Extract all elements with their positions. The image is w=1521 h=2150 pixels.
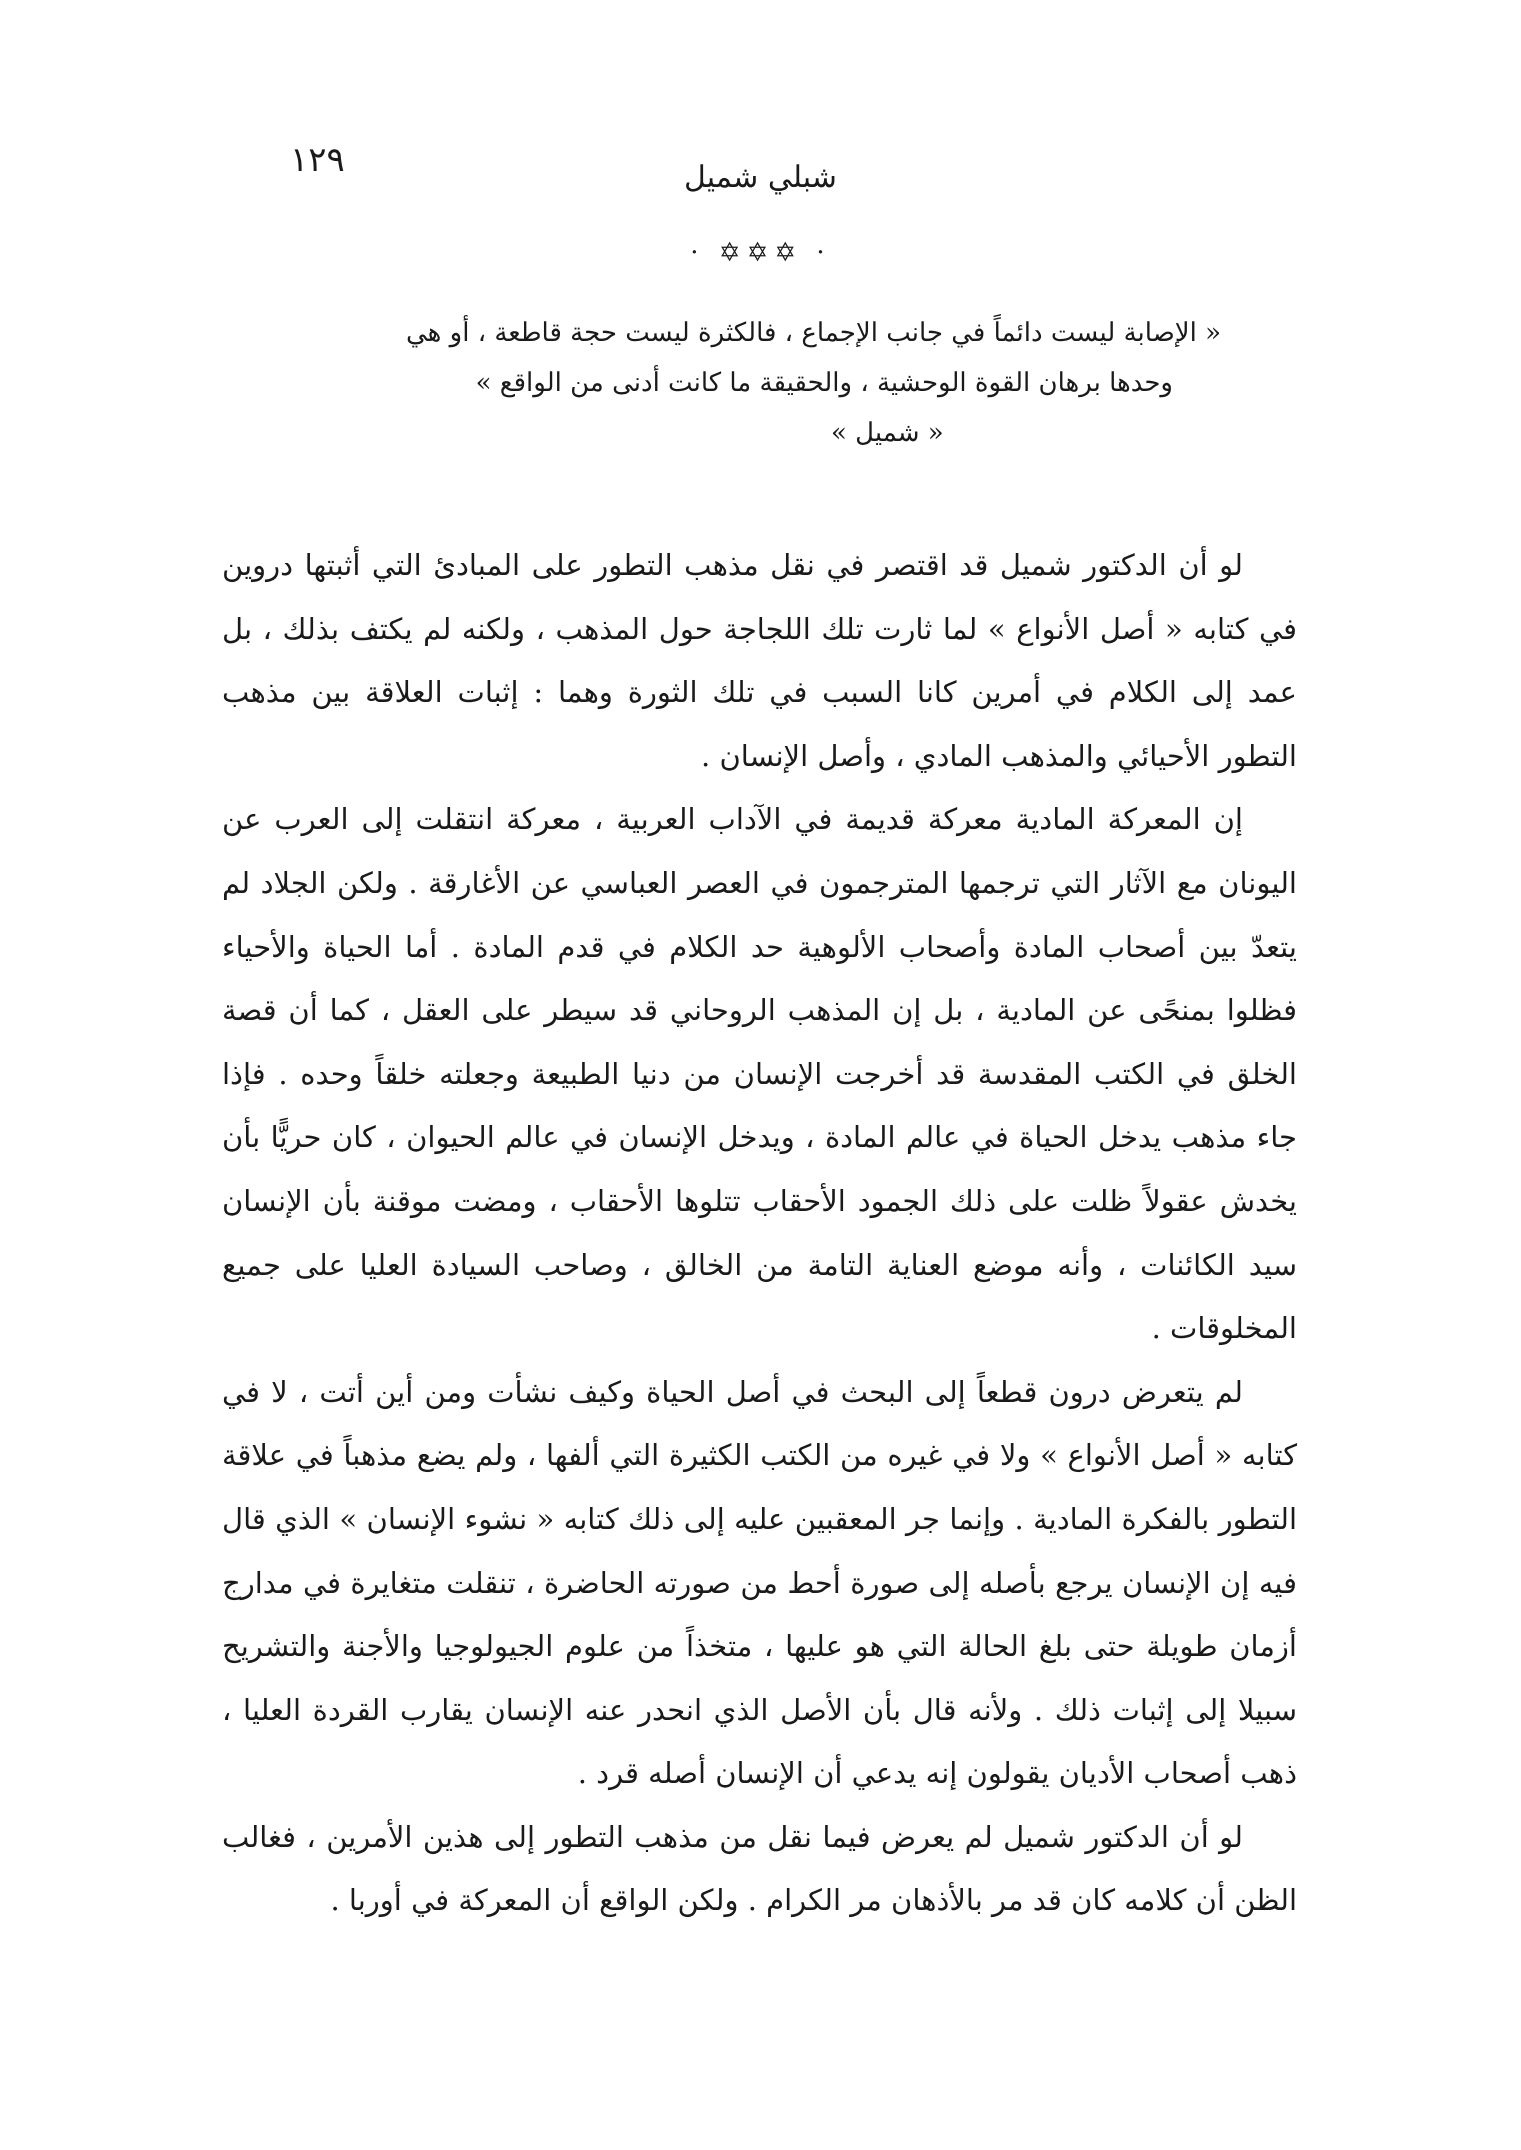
running-title: شبلي شميل	[684, 160, 837, 195]
page-number: ١٢٩	[290, 140, 345, 180]
body-text	[222, 534, 1297, 1933]
page-header	[210, 140, 1311, 200]
epigraph-line: « الإصابة ليست دائماً في جانب الإجماع ، فالكثرة ليست حجة قاطعة ، أو هي	[406, 318, 1221, 348]
epigraph-line: وحدها برهان القوة الوحشية ، والحقيقة ما كانت أدنى من الواقع »	[475, 368, 1173, 398]
epigraph-signature: « شميل »	[831, 418, 944, 448]
paragraph: إن المعركة المادية معركة قديمة في الآداب العربية ، معركة انتقلت إلى العرب عن اليونان مع الآثار التي ترجمها المترجمون في العصر العباسي عن الأغارقة . ولكن الجلاد لم يتعدّ بين أصحاب المادة وأصحاب الألوهية حد الكلام في قدم المادة . أما الحياة والأحياء فظلوا بمنحًى عن المادية ، بل إن المذهب الروحاني قد سيطر على العقل ، كما أن قصة الخلق في الكتب المقدسة قد أخرجت الإنسان من دنيا الطبيعة وجعلته خلقاً وحده . فإذا جاء مذهب يدخل الحياة في عالم المادة ، ويدخل الإنسان في عالم الحيوان ، كان حريًّا بأن يخدش عقولاً ظلت على ذلك الجمود الأحقاب تتلوها الأحقاب ، ومضت موقنة بأن الإنسان سيد الكائنات ، وأنه موضع العناية التامة من الخالق ، وصاحب السيادة العليا على جميع المخلوقات .	[222, 802, 1297, 1346]
paragraph: لو أن الدكتور شميل قد اقتصر في نقل مذهب التطور على المبادئ التي أثبتها دروين في كتابه « أصل الأنواع » لما ثارت تلك اللجاجة حول المذهب ، ولكنه لم يكتف بذلك ، بل عمد إلى الكلام في أمرين كانا السبب في تلك الثورة وهما : إثبات العلاقة بين مذهب التطور الأحيائي والمذهب المادي ، وأصل الإنسان .	[222, 548, 1297, 773]
paragraph: لو أن الدكتور شميل لم يعرض فيما نقل من مذهب التطور إلى هذين الأمرين ، فغالب الظن أن كلامه كان قد مر بالأذهان مر الكرام . ولكن الواقع أن المعركة في أوربا .	[222, 1819, 1297, 1918]
epigraph-quote	[321, 308, 1221, 458]
paragraph: لم يتعرض درون قطعاً إلى البحث في أصل الحياة وكيف نشأت ومن أين أتت ، لا في كتابه « أصل الأنواع » ولا في غيره من الكتب الكثيرة التي ألفها ، ولم يضع مذهباً في علاقة التطور بالفكرة المادية . وإنما جر المعقبين عليه إلى ذلك كتابه « نشوء الإنسان » الذي قال فيه إن الإنسان يرجع بأصله إلى صورة أحط من صورته الحاضرة ، تنقلت متغايرة في مدارج أزمان طويلة حتى بلغ الحالة التي هو عليها ، متخذاً من علوم الجيولوجيا والأجنة والتشريح سبيلا إلى إثبات ذلك . ولأنه قال بأن الأصل الذي انحدر عنه الإنسان يقارب القردة العليا ، ذهب أصحاب الأديان يقولون إنه يدعي أن الإنسان أصله قرد .	[222, 1374, 1297, 1791]
section-ornament: · ✡✡✡ ·	[690, 238, 831, 268]
